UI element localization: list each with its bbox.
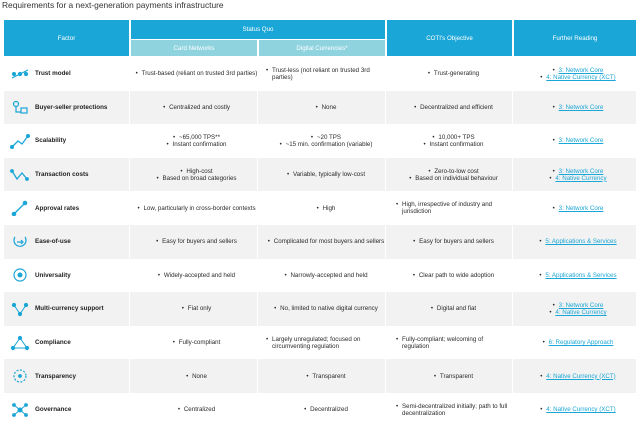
cell-objective [396,326,511,360]
bullet: • [180,167,183,175]
cell-objective [396,57,511,91]
bullet: • [274,305,277,313]
card-text: ~65,000 TPS** [179,133,220,141]
cell-factor [4,91,131,125]
card-text: Centralized [183,406,216,414]
cell-factor [4,359,131,393]
ease-of-use-icon [10,234,30,250]
objective-text: Trust-generating [433,70,480,78]
card-text: Easy for buyers and sellers [162,238,237,246]
bullet: • [414,103,417,111]
cell-objective [396,359,511,393]
factor-name: Transparency [35,372,76,380]
digital-text: Variable, typically low-cost [292,171,366,179]
bullet: • [284,271,287,279]
column-divider [385,393,386,427]
objective-text: Decentralized and efficient [420,103,493,111]
cell-card [135,393,258,427]
cell-further-reading [520,359,636,393]
cell-factor [4,191,131,225]
table-row [4,393,636,427]
objective-text: Instant confirmation [429,140,484,148]
cell-further-reading [520,326,636,360]
bullet: • [157,271,161,279]
column-divider [257,326,258,360]
cell-factor [4,292,131,326]
table-row [4,259,636,293]
column-divider [385,259,386,293]
column-divider [129,158,130,192]
factor-name: Trust model [35,70,71,78]
digital-text: No, limited to native digital currency [280,305,378,313]
further-reading-link[interactable]: 3: Network Core [558,167,604,175]
table-row [4,326,636,360]
column-divider [512,91,513,125]
bullet: • [552,204,555,212]
column-divider [385,124,386,158]
objective-text: Zero-to-low cost [434,167,479,175]
column-divider [257,191,258,225]
multi-currency-icon [10,301,30,317]
card-text: High-cost [186,167,213,175]
further-reading-link[interactable]: 4: Native Currency (XCT) [546,73,616,81]
column-divider [512,124,513,158]
digital-text: Transparent [312,372,346,380]
cell-further-reading [520,191,636,225]
cell-further-reading [520,259,636,293]
bullet: • [432,133,435,141]
column-divider [512,158,513,192]
bullet: • [552,103,555,111]
bullet: • [552,66,555,74]
governance-icon [10,402,30,418]
objective-text: Easy for buyers and sellers [419,238,494,246]
bullet: • [396,335,399,343]
column-divider [257,57,258,91]
cell-digital [266,91,386,125]
column-divider [129,225,130,259]
bullet: • [409,174,412,182]
cell-factor [4,124,131,158]
cell-further-reading [520,393,636,427]
bullet: • [396,402,399,410]
header-digital-currencies: Digital Currencies* [259,40,385,56]
bullet: • [173,133,176,141]
further-reading-link[interactable]: 3: Network Core [558,103,604,111]
bullet: • [427,70,431,78]
cell-further-reading [520,57,636,91]
cell-card [135,292,258,326]
table-row [4,158,636,192]
digital-text: None [321,103,337,111]
factor-name: Ease-of-use [35,238,71,246]
column-divider [257,124,258,158]
objective-text: Digital and fiat [436,305,477,313]
factor-name: Governance [35,406,72,414]
cell-card [135,326,258,360]
column-divider [385,158,386,192]
factor-name: Buyer-seller protections [35,103,108,111]
column-divider [129,326,130,360]
cell-digital [266,359,386,393]
card-text: Low, particularly in cross-border contexts [143,204,256,212]
bullet: • [540,73,543,81]
cell-digital [266,259,386,293]
bullet: • [539,271,542,279]
further-reading-link[interactable]: 4: Native Currency [555,308,607,316]
page-title: Requirements for a next-generation payments infrastructure [2,0,224,10]
factor-name: Scalability [35,137,67,145]
cell-card [135,57,258,91]
column-divider [257,393,258,427]
bullet: • [552,301,555,309]
digital-text: Decentralized [310,406,348,414]
cell-further-reading [520,124,636,158]
card-text: Centralized and costly [169,103,230,111]
objective-text: Based on individual behaviour [415,174,498,182]
cell-card [135,158,258,192]
bullet: • [542,339,545,347]
column-divider [129,91,130,125]
column-divider [512,259,513,293]
objective-text: 10,000+ TPS [438,133,475,141]
bullet: • [163,103,166,111]
objective-text: Semi-decentralized initially; path to full decentralization [402,402,508,417]
column-divider [512,225,513,259]
column-divider [385,191,386,225]
card-text: Fully-compliant [178,339,221,347]
table-row [4,359,636,393]
bullet: • [181,305,184,313]
cell-objective [396,124,511,158]
factor-name: Multi-currency support [35,305,104,313]
header-card-networks: Card Networks [131,40,257,56]
bullet: • [423,140,426,148]
header-factor: Factor [4,20,129,56]
column-divider [512,292,513,326]
cell-digital [266,292,386,326]
column-divider [129,124,130,158]
cell-factor [4,225,131,259]
bullet: • [156,238,159,246]
cell-digital [266,225,386,259]
cell-factor [4,259,131,293]
bullet: • [177,406,181,414]
cell-digital [266,57,386,91]
card-text: Trust-based (reliant on trusted 3rd parties) [141,70,258,78]
cell-card [135,359,258,393]
cell-digital [266,124,386,158]
cell-further-reading [520,225,636,259]
trust-model-icon [10,66,30,82]
bullet: • [412,271,415,279]
column-divider [257,259,258,293]
card-text: Based on broad categories [162,174,237,182]
compliance-icon [10,335,30,351]
further-reading-link[interactable]: 3: Network Core [558,204,604,212]
bullet: • [137,204,140,212]
universality-icon [10,267,30,283]
column-divider [129,292,130,326]
bullet: • [267,238,270,246]
column-divider [385,326,386,360]
card-text: Widely-accepted and held [163,271,236,279]
bullet: • [539,238,542,246]
bullet: • [428,167,431,175]
further-reading-link[interactable]: 6: Regulatory Approach [548,339,614,347]
table-row [4,225,636,259]
table-row [4,292,636,326]
column-divider [129,191,130,225]
approval-rates-icon [10,200,30,216]
table-row [4,57,636,91]
bullet: • [315,103,318,111]
bullet: • [279,140,282,148]
header-further-reading: Further Reading [514,20,636,56]
objective-text: High, irrespective of industry and jurisdiction [402,201,493,216]
further-reading-link[interactable]: 5: Applications & Services [545,271,617,279]
bullet: • [552,167,555,175]
further-reading-link[interactable]: 3: Network Core [558,66,604,74]
column-divider [129,57,130,91]
bullet: • [166,140,169,148]
bullet: • [306,372,309,380]
bullet: • [186,372,189,380]
cell-digital [266,191,386,225]
column-divider [129,393,130,427]
column-divider [257,292,258,326]
cell-card [135,225,258,259]
column-divider [257,158,258,192]
cell-objective [396,191,511,225]
digital-text: ~20 TPS [316,133,342,141]
bullet: • [310,133,314,141]
cell-objective [396,259,511,293]
cell-factor [4,326,131,360]
cell-further-reading [520,158,636,192]
cell-further-reading [520,91,636,125]
card-text: Fiat only [187,305,212,313]
bullet: • [413,238,416,246]
bullet: • [172,339,175,347]
cell-card [135,191,258,225]
cell-card [135,124,258,158]
cell-factor [4,158,131,192]
cell-objective [396,292,511,326]
table-row [4,91,636,125]
cell-digital [266,326,386,360]
column-divider [385,292,386,326]
bullet: • [433,372,437,380]
column-divider [385,91,386,125]
column-divider [512,326,513,360]
further-reading-link[interactable]: 3: Network Core [558,137,604,145]
digital-text: High [322,204,336,212]
buyer-seller-icon [10,99,30,115]
column-divider [385,225,386,259]
bullet: • [396,201,399,209]
factor-name: Approval rates [35,204,80,212]
further-reading-link[interactable]: 4: Native Currency (XCT) [546,406,616,414]
card-text: None [192,372,207,380]
scalability-icon [10,133,30,149]
column-divider [257,359,258,393]
digital-text: Complicated for most buyers and sellers [273,238,385,246]
objective-text: Fully-compliant; welcoming of regulation [402,335,484,350]
transaction-costs-icon [10,167,30,183]
cell-objective [396,158,511,192]
bullet: • [156,174,159,182]
bullet: • [540,406,543,414]
column-divider [512,57,513,91]
cell-further-reading [520,292,636,326]
digital-text: Largely unregulated; focused on circumventing regulation [272,335,361,350]
cell-factor [4,393,131,427]
bullet: • [552,137,555,145]
table-row [4,191,636,225]
bullet: • [540,372,543,380]
further-reading-link[interactable]: 3: Network Core [558,301,604,309]
bullet: • [266,66,269,74]
digital-text: Trust-less (not reliant on trusted 3rd parties) [272,66,370,81]
bullet: • [549,174,552,182]
header-status-quo: Status Quo [131,20,385,39]
column-divider [385,57,386,91]
bullet: • [135,70,138,78]
bullet: • [304,406,307,414]
bullet: • [266,335,269,343]
cell-card [135,91,258,125]
cell-objective [396,91,511,125]
cell-card [135,259,258,293]
cell-factor [4,57,131,91]
cell-digital [266,158,386,192]
column-divider [512,393,513,427]
factor-name: Universality [35,271,71,279]
header-objective: COTI's Objective [387,20,512,56]
table-row [4,124,636,158]
digital-text: ~15 min. confirmation (variable) [285,140,373,148]
transparency-icon [10,368,30,384]
column-divider [129,359,130,393]
digital-text: Narrowly-accepted and held [290,271,368,279]
factor-name: Transaction costs [35,171,89,179]
bullet: • [316,204,319,212]
column-divider [257,225,258,259]
bullet: • [549,308,552,316]
cell-objective [396,393,511,427]
further-reading-link[interactable]: 5: Applications & Services [545,238,617,246]
card-text: Instant confirmation [172,140,227,148]
objective-text: Clear path to wide adoption [418,271,495,279]
bullet: • [430,305,434,313]
column-divider [257,91,258,125]
column-divider [512,191,513,225]
cell-digital [266,393,386,427]
column-divider [385,359,386,393]
objective-text: Transparent [439,372,474,380]
cell-objective [396,225,511,259]
column-divider [129,259,130,293]
bullet: • [286,171,290,179]
column-divider [512,359,513,393]
factor-name: Compliance [35,339,71,347]
further-reading-link[interactable]: 4: Native Currency (XCT) [546,372,616,380]
further-reading-link[interactable]: 4: Native Currency [555,174,607,182]
